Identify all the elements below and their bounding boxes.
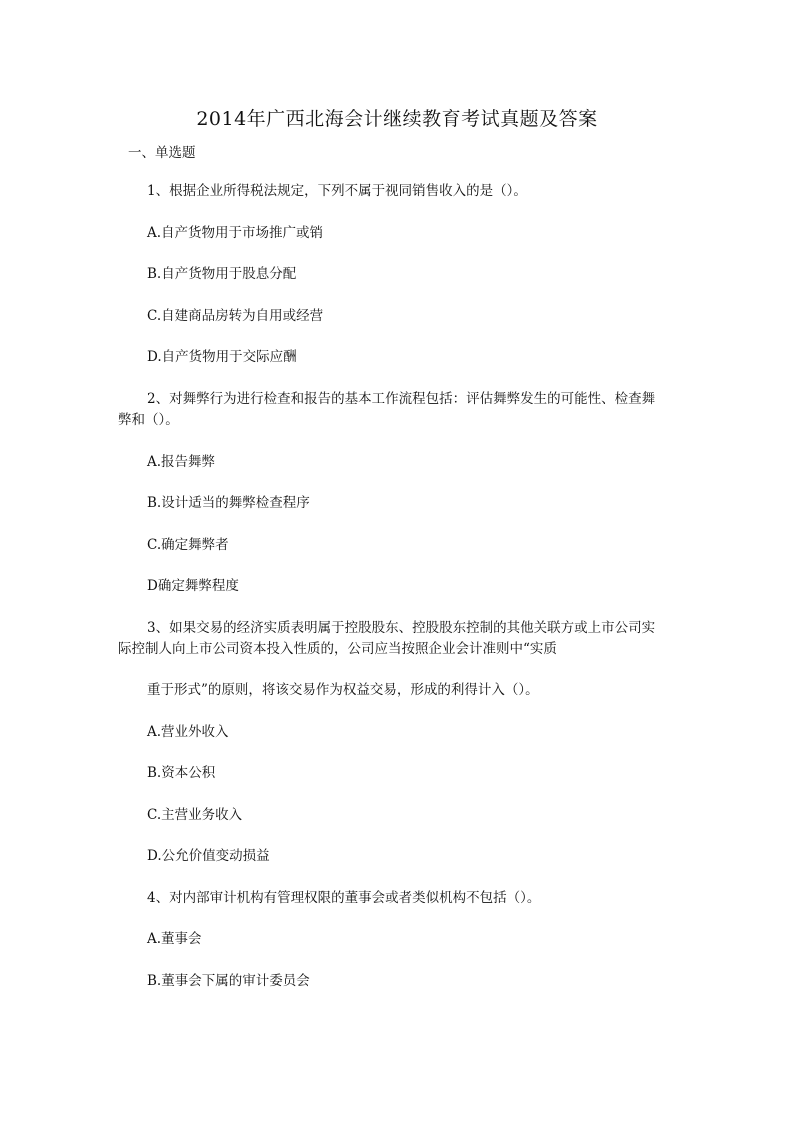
question-3-option-a: A.营业外收入: [147, 724, 229, 740]
question-3-stem-line-3: 重于形式”的原则，将该交易作为权益交易，形成的利得计入（）。: [147, 682, 539, 698]
question-2-option-d: D确定舞弊程度: [147, 578, 239, 594]
question-4-stem: 4、对内部审计机构有管理权限的董事会或者类似机构不包括（）。: [147, 890, 541, 906]
document-title: 2014年广西北海会计继续教育考试真题及答案: [196, 108, 598, 130]
question-2-option-a: A.报告舞弊: [147, 454, 216, 470]
question-3-option-b: B.资本公积: [147, 765, 216, 781]
question-3-stem-line-1: 3、如果交易的经济实质表明属于控股股东、控股股东控制的其他关联方或上市公司实: [147, 620, 656, 636]
question-4-option-a: A.董事会: [147, 931, 202, 947]
question-2-stem-line-1: 2、对舞弊行为进行检查和报告的基本工作流程包括：评估舞弊发生的可能性、检查舞: [147, 391, 656, 407]
question-1-option-a: A.自产货物用于市场推广或销: [147, 225, 324, 241]
question-1-option-d: D.自产货物用于交际应酬: [147, 349, 297, 365]
question-1-option-c: C.自建商品房转为自用或经营: [147, 308, 324, 324]
question-1-stem: 1、根据企业所得税法规定，下列不属于视同销售收入的是（）。: [147, 183, 527, 199]
question-1-option-b: B.自产货物用于股息分配: [147, 266, 297, 282]
section-heading: 一、单选题: [128, 145, 196, 161]
question-2-option-c: C.确定舞弊者: [147, 537, 229, 553]
question-4-option-b: B.董事会下属的审计委员会: [147, 973, 310, 989]
question-3-option-c: C.主营业务收入: [147, 807, 243, 823]
question-2-option-b: B.设计适当的舞弊检查程序: [147, 495, 310, 511]
question-3-option-d: D.公允价值变动损益: [147, 848, 270, 864]
question-3-stem-line-2: 际控制人向上市公司资本投入性质的，公司应当按照企业会计准则中“实质: [118, 641, 557, 657]
question-2-stem-line-2: 弊和（）。: [118, 412, 179, 428]
